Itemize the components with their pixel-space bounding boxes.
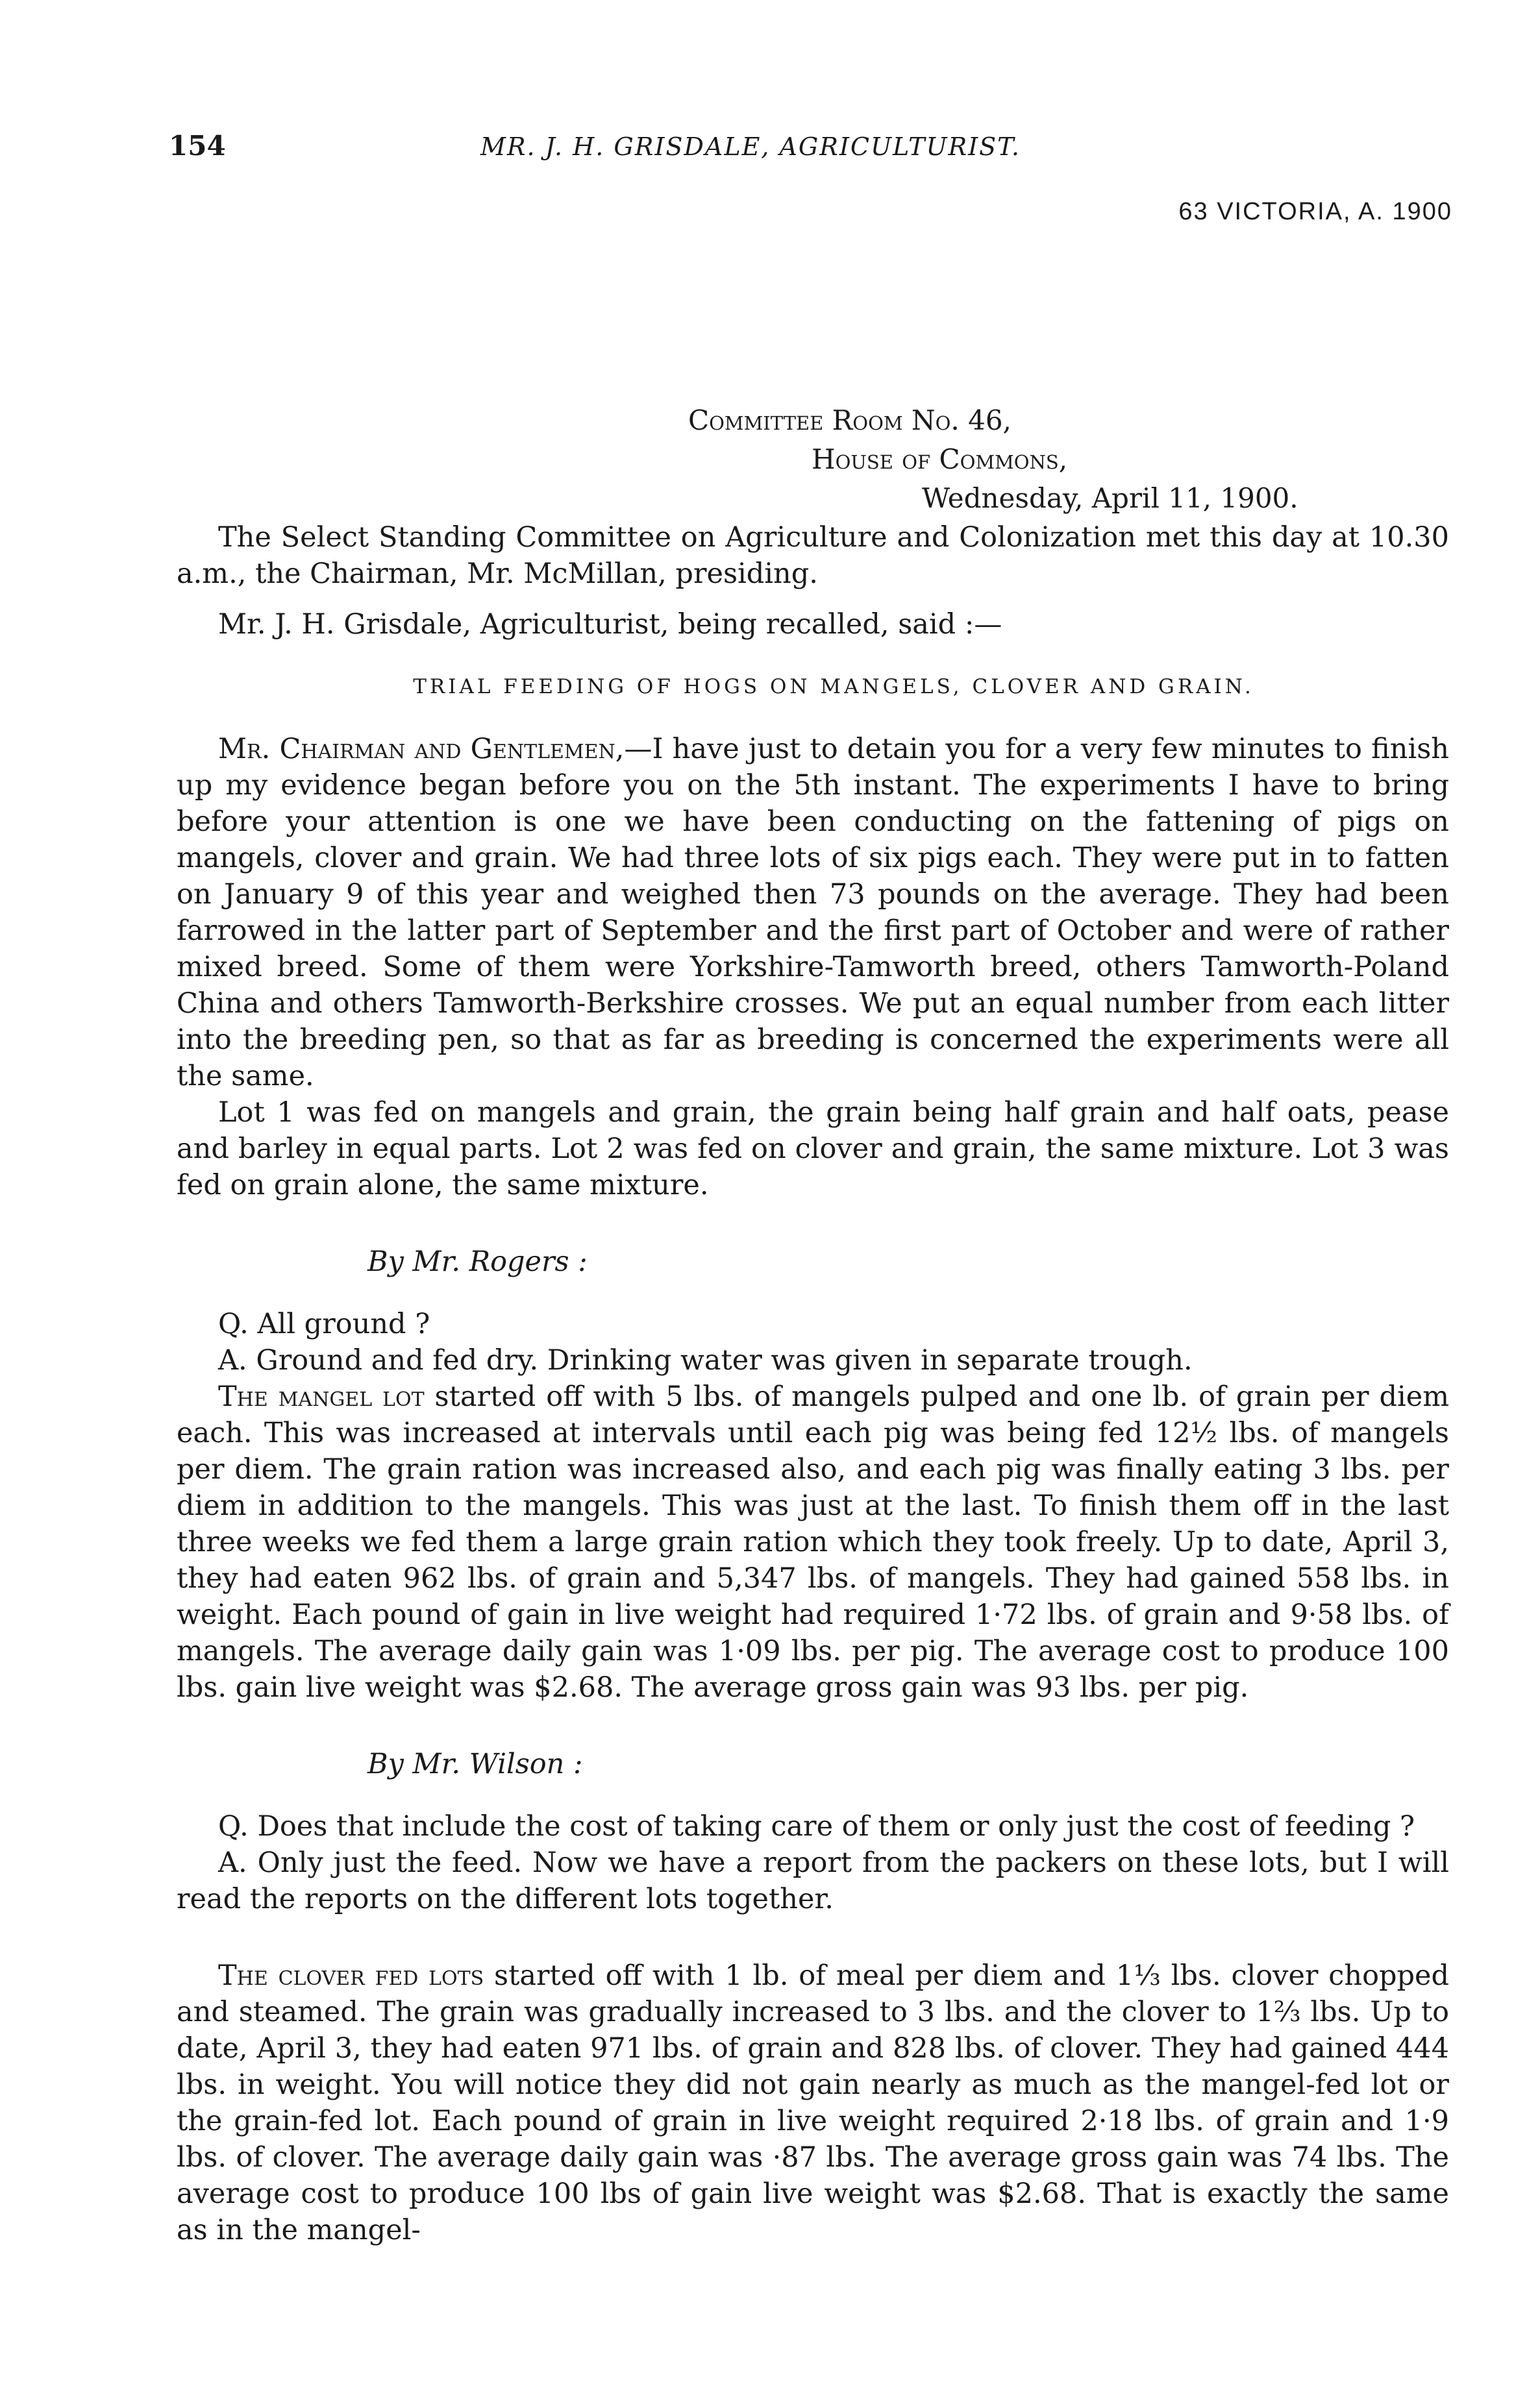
question-1: Q. All ground ? [218, 1308, 430, 1340]
running-title: MR. J. H. GRISDALE, AGRICULTURIST. [480, 132, 1021, 161]
witness-recalled: Mr. J. H. Grisdale, Agriculturist, being recalled, said :— [218, 608, 1002, 641]
salutation: Mr. Chairman and Gentlemen, [218, 733, 625, 765]
section-heading: TRIAL FEEDING OF HOGS ON MANGELS, CLOVER AND GRAIN. [413, 675, 1254, 698]
meeting-address [688, 401, 1402, 518]
questioner-rogers: By Mr. Rogers : [367, 1246, 588, 1278]
page-number: 154 [169, 130, 226, 162]
address-line-date: Wednesday, April 11, 1900. [922, 482, 1298, 514]
mangel-lot-lead: The mangel lot [218, 1381, 425, 1413]
address-line-house: House of Commons, [812, 443, 1068, 475]
clover-lot-lead: The clover fed lots [218, 1960, 484, 1992]
answer-1: A. Ground and fed dry. Drinking water was given in separate trough. [218, 1344, 1193, 1377]
clover-lot-text: started off with 1 lb. of meal per diem and 1⅓ lbs. clover chopped and steamed. The grain was gradually increased to 3 lbs. and the clover to 1⅔ lbs. Up to date, April 3, they had eaten 971 lbs. of grain and 828 lbs. of clover. They had gained 444 lbs. in weight. You will notice they did not gain nearly as much as the mangel-fed lot or the grain-fed lot. Each pound of grain in live weight required 2·18 lbs. of grain and 1·9 lbs. of clover. The average daily gain was ·87 lbs. The average gross gain was 74 lbs. The average cost to produce 100 lbs of gain live weight was $2.68. That is exactly the same as in the mangel- [177, 1960, 1449, 2246]
testimony-paragraph-1 [177, 731, 1449, 1094]
session-label: 63 VICTORIA, A. 1900 [1178, 198, 1452, 225]
answer-2: A. Only just the feed. Now we have a report from the packers on these lots, but I will read the reports on the different lots together. [177, 1847, 1449, 1915]
mangel-lot-paragraph [177, 1379, 1449, 1706]
opening-paragraph: The Select Standing Committee on Agriculture and Colonization met this day at 10.30 a.m., the Chairman, Mr. McMillan, presiding. [177, 521, 1449, 590]
testimony-paragraph-1-text: —I have just to detain you for a very few minutes to finish up my evidence began before you on the 5th instant. The experiments I have to bring before your attention is one we have been conducting on the fattening of pigs on mangels, clover and grain. We had three lots of six pigs each. They were put in to fatten on January 9 of this year and weighed then 73 pounds on the average. They had been farrowed in the latter part of September and the first part of October and were of rather mixed breed. Some of them were Yorkshire-Tamworth breed, others Tamworth-Poland China and others Tamworth-Berkshire crosses. We put an equal number from each litter into the breeding pen, so that as far as breeding is concerned the experiments were all the same. [177, 733, 1449, 1092]
address-line-room: Committee Room No. 46, [688, 404, 1012, 436]
running-head [169, 130, 1441, 169]
questioner-wilson: By Mr. Wilson : [367, 1748, 583, 1780]
question-2: Q. Does that include the cost of taking care of them or only just the cost of feeding ? [218, 1810, 1415, 1843]
mangel-lot-text: started off with 5 lbs. of mangels pulped and one lb. of grain per diem each. This was increased at intervals until each pig was being fed 12½ lbs. of mangels per diem. The grain ration was increased also, and each pig was finally eating 3 lbs. per diem in addition to the mangels. This was just at the last. To finish them off in the last three weeks we fed them a large grain ration which they took freely. Up to date, April 3, they had eaten 962 lbs. of grain and 5,347 lbs. of mangels. They had gained 558 lbs. in weight. Each pound of gain in live weight had required 1·72 lbs. of grain and 9·58 lbs. of mangels. The average daily gain was 1·09 lbs. per pig. The average cost to produce 100 lbs. gain live weight was $2.68. The average gross gain was 93 lbs. per pig. [177, 1381, 1449, 1704]
clover-lot-paragraph [177, 1958, 1449, 2248]
testimony-paragraph-2: Lot 1 was fed on mangels and grain, the grain being half grain and half oats, pease and barley in equal parts. Lot 2 was fed on clover and grain, the same mixture. Lot 3 was fed on grain alone, the same mixture. [177, 1096, 1449, 1201]
document-body [177, 519, 1449, 2248]
